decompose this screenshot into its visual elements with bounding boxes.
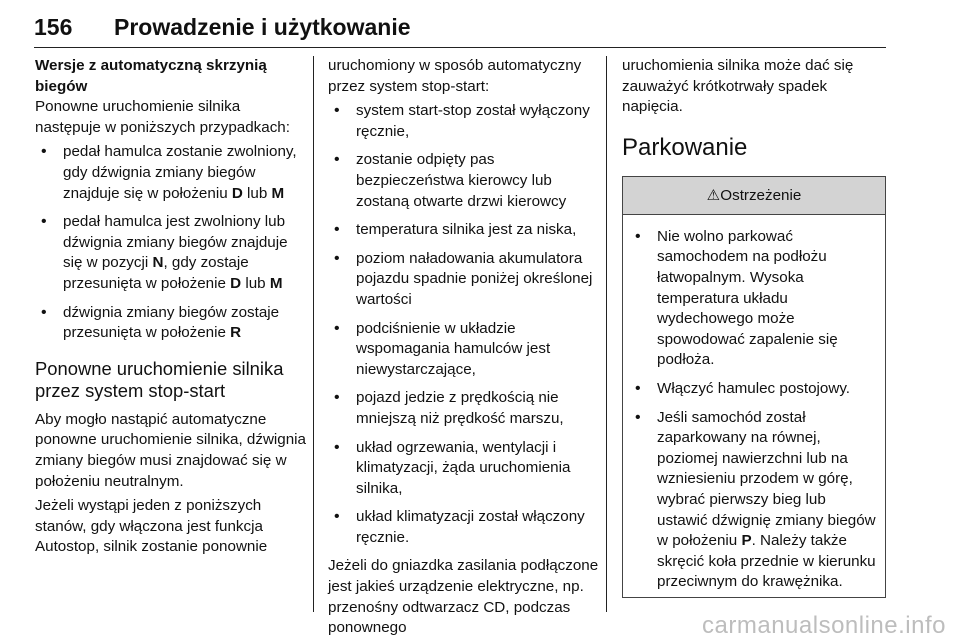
list-item: • Włączyć hamulec postojowy. — [629, 379, 879, 400]
list-item: • pedał hamulca jest zwolniony lub dźwignia zmiany biegów znajduje się w pozycji N, gdy zostaje przesunięta w położenie D lub M — [35, 212, 307, 294]
list-restart-conditions — [35, 142, 307, 343]
warning-title: Ostrzeżenie — [720, 186, 802, 204]
page-number: 156 — [34, 14, 73, 40]
warning-body — [623, 215, 885, 598]
list-item: • system start-stop został wyłączony ręcznie, — [328, 101, 600, 142]
list-item: • temperatura silnika jest za niska, — [328, 220, 600, 241]
watermark: carmanualsonline.info — [702, 612, 946, 639]
warning-continuation — [657, 597, 879, 598]
heading-parking: Parkowanie — [622, 133, 748, 161]
list-item: • dźwignia zmiany biegów zostaje przesunięta w położenie R — [35, 303, 307, 344]
list-item: • pedał hamulca zostanie zwolniony, gdy dźwignia zmiany biegów znajduje się w położeniu D lub M — [35, 142, 307, 204]
list-item: • pojazd jedzie z prędkością nie mniejszą niż prędkość marszu, — [328, 388, 600, 429]
list-item: • Jeśli samochód został zaparkowany na równej, poziomej nawierzchni lub na wzniesieniu przodem w górę, wybrać pierwszy bieg lub ustawić dźwignię zmiany biegów w położeniu P. Należy także skręcić koła przednie w kierunku przeciwnym do krawężnika. — [629, 408, 879, 598]
warning-icon: ⚠ — [706, 186, 721, 204]
column-divider-2 — [606, 56, 607, 612]
warning-box — [622, 176, 886, 598]
paragraph-neutral: Aby mogło nastąpić automatyczne ponowne uruchomienie silnika, dźwignia zmiany biegów musi znajdować się w położeniu neutralnym. — [35, 410, 307, 490]
warning-header — [623, 177, 885, 215]
list-item: • Nie wolno parkować samochodem na podłożu łatwopalnym. Wysoka temperatura układu wydechowego może spowodować zapalenie się podłoża. — [629, 227, 879, 371]
list-item: • układ ogrzewania, wentylacji i klimatyzacji, żąda uruchomienia silnika, — [328, 438, 600, 500]
list-item: • poziom naładowania akumulatora pojazdu spadnie poniżej określonej wartości — [328, 249, 600, 311]
heading-stop-start-restart: Ponowne uruchomienie silnika przez system stop-start — [35, 357, 284, 401]
header-rule — [34, 47, 886, 48]
paragraph-restart-intro: Ponowne uruchomienie silnika następuje w poniższych przypadkach: — [35, 98, 290, 136]
list-warnings — [629, 227, 879, 598]
column-2 — [328, 56, 600, 643]
column-divider-1 — [313, 56, 314, 612]
heading-automatic-gearbox: Wersje z automatyczną skrzynią biegów — [35, 57, 267, 95]
list-auto-restart-conditions — [328, 101, 600, 548]
list-item: • zostanie odpięty pas bezpieczeństwa kierowcy lub zostaną otwarte drzwi kierowcy — [328, 150, 600, 212]
page-header — [34, 14, 886, 44]
section-title: Prowadzenie i użytkowanie — [114, 14, 411, 40]
list-item: • podciśnienie w układzie wspomagania hamulców jest niewystarczające, — [328, 319, 600, 381]
paragraph-auto-restart: uruchomiony w sposób automatyczny przez system stop-start: — [328, 57, 582, 95]
column-1 — [35, 56, 307, 562]
paragraph-autostop: Jeżeli wystąpi jeden z poniższych stanów, gdy włączona jest funkcja Autostop, silnik zostanie ponownie — [35, 497, 268, 556]
paragraph-voltage-drop: uruchomienia silnika może dać się zauważyć krótkotrwały spadek napięcia. — [622, 57, 854, 116]
paragraph-power-socket: Jeżeli do gniazdka zasilania podłączone jest jakieś urządzenie elektryczne, np. przenośny odtwarzacz CD, podczas ponownego — [328, 557, 599, 637]
list-item: • układ klimatyzacji został włączony ręcznie. — [328, 507, 600, 548]
column-3 — [622, 56, 886, 598]
